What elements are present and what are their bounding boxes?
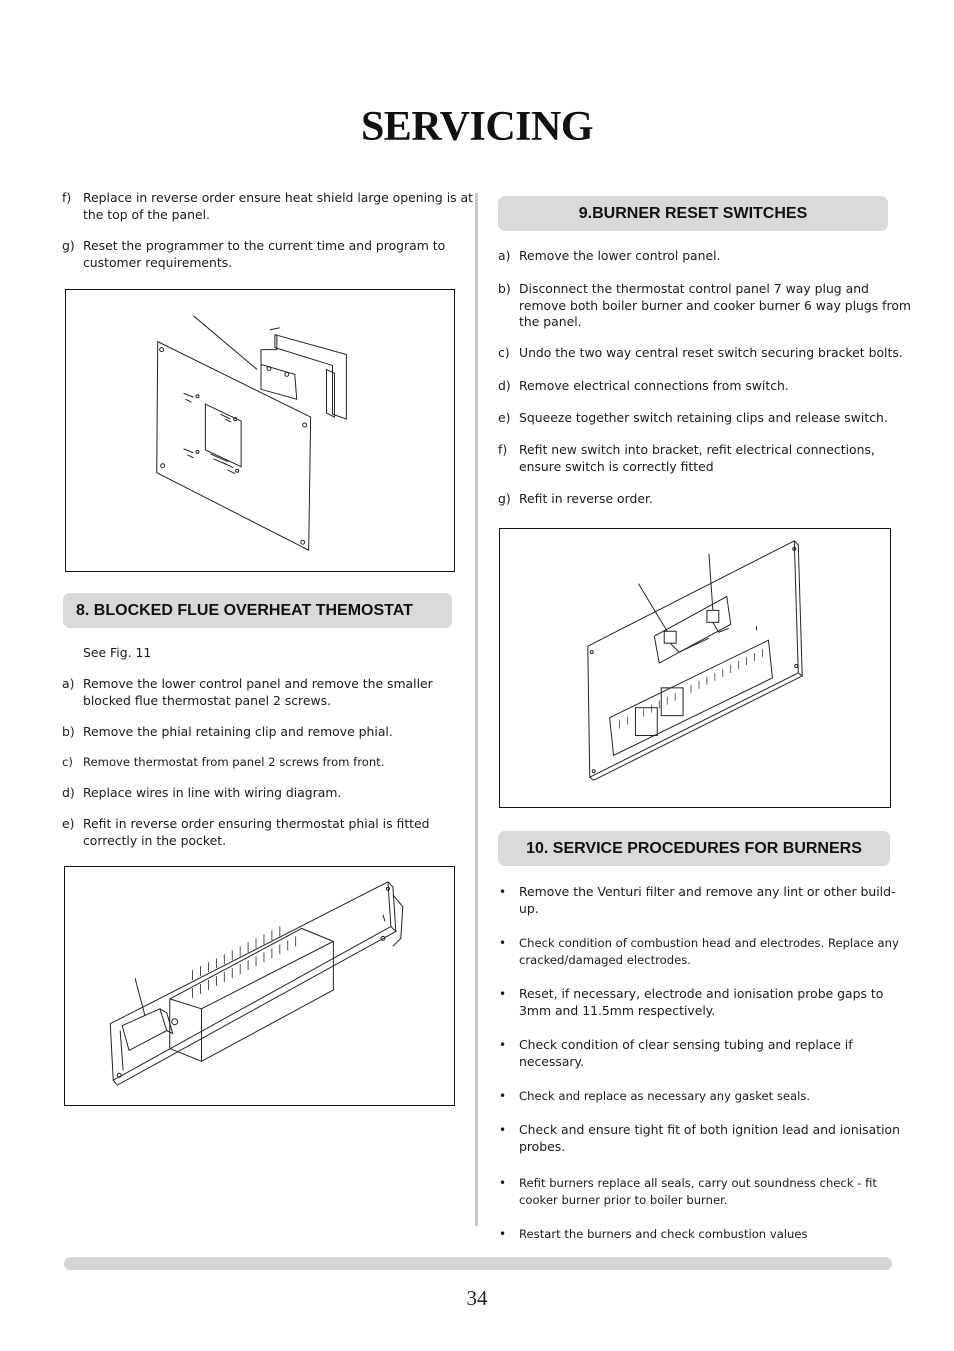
step-f [62, 190, 475, 223]
step-label: e) [62, 816, 75, 831]
bullet-text: Check condition of clear sensing tubing and replace if necessary. [519, 1037, 853, 1069]
section-8-step-b [62, 724, 475, 741]
bullet-text: Reset, if necessary, electrode and ionisation probe gaps to 3mm and 11.5mm respectively. [519, 986, 884, 1018]
control-panel-drawing [66, 290, 454, 571]
section-8-header: 8. BLOCKED FLUE OVERHEAT THEMOSTAT [63, 593, 452, 628]
step-label: b) [498, 281, 511, 296]
page-title: SERVICING [360, 104, 594, 150]
step-text: Reset the programmer to the current time and program to customer requirements. [83, 238, 446, 270]
flue-thermostat-drawing [65, 867, 454, 1105]
burner-procedure-item [499, 1088, 912, 1105]
section-8-step-d [62, 785, 475, 802]
footer-bar [64, 1257, 892, 1270]
section-9-step-f [498, 442, 913, 475]
step-text: Refit in reverse order. [519, 491, 653, 506]
step-label: c) [498, 345, 510, 360]
see-fig-note [62, 645, 475, 662]
column-divider [475, 193, 478, 1226]
figure-flue-thermostat [64, 866, 455, 1106]
section-8-step-a [62, 676, 475, 709]
step-text: Refit new switch into bracket, refit electrical connections, ensure switch is correctly fitted [519, 442, 875, 474]
bullet-mark: • [499, 1176, 507, 1190]
step-label: e) [498, 410, 511, 425]
bullet-mark: • [499, 1227, 507, 1241]
burner-procedure-item [499, 884, 912, 917]
step-text: Refit in reverse order ensuring thermostat phial is fitted correctly in the pocket. [83, 816, 430, 848]
bullet-text: Refit burners replace all seals, carry out soundness check - fit cooker burner prior to boiler burner. [519, 1176, 877, 1207]
burner-procedure-item [499, 986, 912, 1019]
bullet-mark: • [499, 885, 507, 899]
step-label: b) [62, 724, 75, 739]
bullet-mark: • [499, 987, 507, 1001]
step-label: f) [62, 190, 72, 205]
bullet-mark: • [499, 1038, 507, 1052]
step-text: Squeeze together switch retaining clips and release switch. [519, 410, 888, 425]
reset-switch-drawing [500, 529, 890, 807]
bullet-text: Remove the Venturi filter and remove any lint or other build-up. [519, 884, 896, 916]
bullet-text: Restart the burners and check combustion values [519, 1227, 808, 1241]
section-9-step-b [498, 281, 913, 331]
bullet-mark: • [499, 1089, 507, 1103]
section-10-header: 10. SERVICE PROCEDURES FOR BURNERS [498, 831, 890, 866]
step-label: d) [498, 378, 511, 393]
step-text: Disconnect the thermostat control panel 7 way plug and remove both boiler burner and cooker burner 6 way plugs from the panel. [519, 281, 911, 329]
section-9-step-d [498, 378, 913, 395]
page-number: 34 [466, 1286, 488, 1310]
figure-reset-switch-panel [499, 528, 891, 808]
step-label: c) [62, 755, 73, 769]
step-label: d) [62, 785, 75, 800]
bullet-text: Check and replace as necessary any gasket seals. [519, 1089, 811, 1103]
step-text: Replace in reverse order ensure heat shield large opening is at the top of the panel. [83, 190, 473, 222]
see-fig-text: See Fig. 11 [83, 645, 152, 660]
step-text: Remove electrical connections from switch. [519, 378, 789, 393]
step-text: Undo the two way central reset switch securing bracket bolts. [519, 345, 903, 360]
step-label: f) [498, 442, 508, 457]
bullet-mark: • [499, 1123, 507, 1137]
step-text: Replace wires in line with wiring diagram. [83, 785, 342, 800]
step-label: a) [62, 676, 75, 691]
bullet-text: Check condition of combustion head and electrodes. Replace any cracked/damaged electrodes. [519, 936, 899, 967]
bullet-mark: • [499, 936, 507, 950]
section-9-step-c [498, 345, 913, 362]
step-label: g) [62, 238, 75, 253]
step-label: a) [498, 248, 511, 263]
burner-procedure-item [499, 935, 912, 968]
step-g [62, 238, 475, 271]
section-8-step-c [62, 754, 475, 771]
burner-procedure-item [499, 1175, 912, 1208]
burner-procedure-item [499, 1226, 912, 1243]
section-9-step-e [498, 410, 913, 427]
bullet-text: Check and ensure tight fit of both ignition lead and ionisation probes. [519, 1122, 900, 1154]
section-8-step-e [62, 816, 475, 849]
burner-procedure-item [499, 1037, 912, 1070]
step-text: Remove the lower control panel. [519, 248, 721, 263]
step-text: Remove thermostat from panel 2 screws from front. [83, 755, 385, 769]
step-text: Remove the lower control panel and remove the smaller blocked flue thermostat panel 2 screws. [83, 676, 433, 708]
burner-procedure-item [499, 1122, 912, 1155]
step-text: Remove the phial retaining clip and remove phial. [83, 724, 393, 739]
section-9-header: 9.BURNER RESET SWITCHES [498, 196, 888, 231]
section-9-step-a [498, 248, 913, 265]
figure-control-panel [65, 289, 455, 572]
step-label: g) [498, 491, 511, 506]
section-9-step-g [498, 491, 913, 508]
